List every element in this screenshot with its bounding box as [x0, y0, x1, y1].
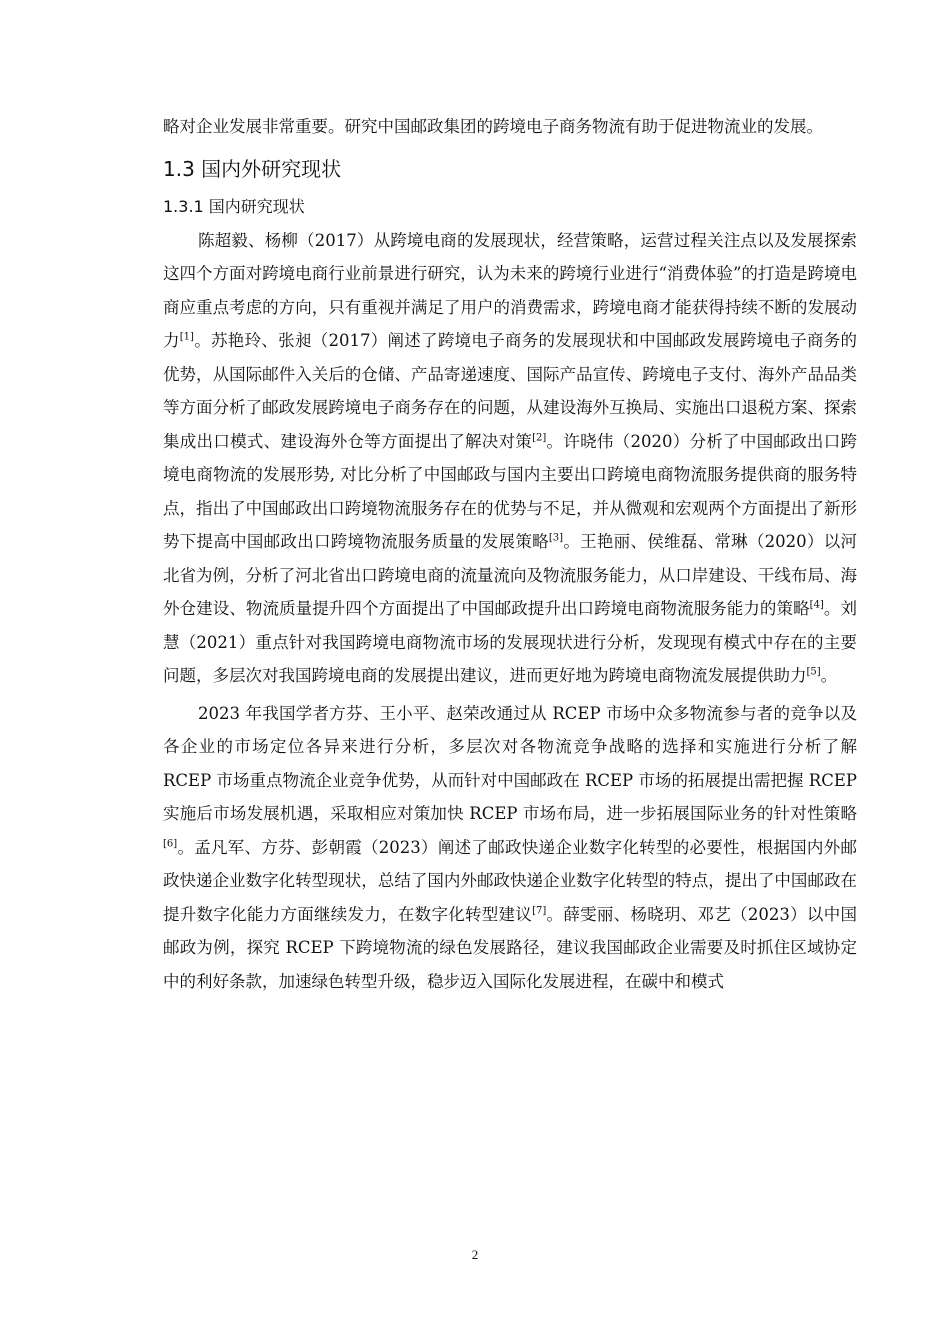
- document-page: [163, 110, 857, 998]
- paragraph-text: 。孟凡军、方芬、彭朝霞（2023）阐述了邮政快递企业数字化转型的必要性，根据国内外邮政快递企业数字化转型现状，总结了国内外邮政快递企业数字化转型的特点，提出了中国邮政在提升数字化能力方面继续发力，在数字化转型建议: [163, 837, 857, 924]
- body-paragraph-1: [163, 224, 857, 693]
- citation-ref: [7]: [532, 905, 547, 916]
- citation-ref: [6]: [163, 838, 178, 849]
- section-heading: 1.3 国内外研究现状: [163, 156, 342, 181]
- paragraph-text: 。苏艳玲、张昶（2017）阐述了跨境电子商务的发展现状和中国邮政发展跨境电子商务的优势，从国际邮件入关后的仓储、产品寄递速度、国际产品宣传、跨境电子支付、海外产品品类等方面分析了邮政发展跨境电子商务存在的问题，从建设海外互换局、实施出口退税方案、探索集成出口模式、建设海外仓等方面提出了解决对策: [163, 331, 857, 451]
- intro-tail-paragraph: 略对企业发展非常重要。研究中国邮政集团的跨境电子商务物流有助于促进物流业的发展。: [163, 117, 823, 136]
- body-paragraph-2: [163, 697, 857, 999]
- citation-ref: [4]: [809, 599, 824, 611]
- page-number: 2: [471, 1247, 479, 1262]
- paragraph-text: 。刘慧（2021）重点针对我国跨境电商物流市场的发展现状进行分析，发现现有模式中存在的主要问题，多层次对我国跨境电商的发展提出建议，进而更好地为跨境电商物流发展提供助力: [163, 599, 858, 685]
- citation-ref: [2]: [532, 432, 547, 443]
- paragraph-text: 。王艳丽、侯维磊、常琳（2020）以河北省为例，分析了河北省出口跨境电商的流量流向及物流服务能力，从口岸建设、干线布局、海外仓建设、物流质量提升四个方面提出了中国邮政提升出口跨境电商物流服务能力的策略: [163, 532, 857, 618]
- paragraph-text: 陈超毅、杨柳（2017）从跨境电商的发展现状，经营策略，运营过程关注点以及发展探索这四个方面对跨境电商行业前景进行研究，认为未来的跨境行业进行“消费体验”的打造是跨境电商应重点考虑的方向，只有重视并满足了用户的消费需求，跨境电商才能获得持续不断的发展动力: [163, 230, 857, 350]
- citation-ref: [1]: [179, 331, 194, 343]
- paragraph-text: 。许晓伟（2020）分析了中国邮政出口跨境电商物流的发展形势, 对比分析了中国邮政与国内主要出口跨境电商物流服务提供商的服务特点，指出了中国邮政出口跨境物流服务存在的优势与不足，并从微观和宏观两个方面提出了新形势下提高中国邮政出口跨境物流服务质量的发展策略: [163, 431, 857, 551]
- subsection-heading: 1.3.1 国内研究现状: [163, 196, 305, 216]
- paragraph-text: 。: [820, 666, 838, 685]
- citation-ref: [5]: [806, 666, 821, 678]
- paragraph-text: 。薛雯丽、杨晓玥、邓艺（2023）以中国邮政为例，探究 RCEP 下跨境物流的绿色发展路径，建议我国邮政企业需要及时抓住区域协定中的利好条款，加速绿色转型升级，稳步迈入国际化发展进程，在碳中和模式: [163, 904, 857, 991]
- citation-ref: [3]: [548, 532, 564, 544]
- paragraph-text: 2023 年我国学者方芬、王小平、赵荣改通过从 RCEP 市场中众多物流参与者的竞争以及各企业的市场定位各异来进行分析，多层次对各物流竞争战略的选择和实施进行分析了解 RCEP 市场重点物流企业竞争优势，从而针对中国邮政在 RCEP 市场的拓展提出需把握 RCEP 实施后市场发展机遇，采取相应对策加快 RCEP 市场布局，进一步拓展国际业务的针对性策略: [163, 703, 857, 823]
